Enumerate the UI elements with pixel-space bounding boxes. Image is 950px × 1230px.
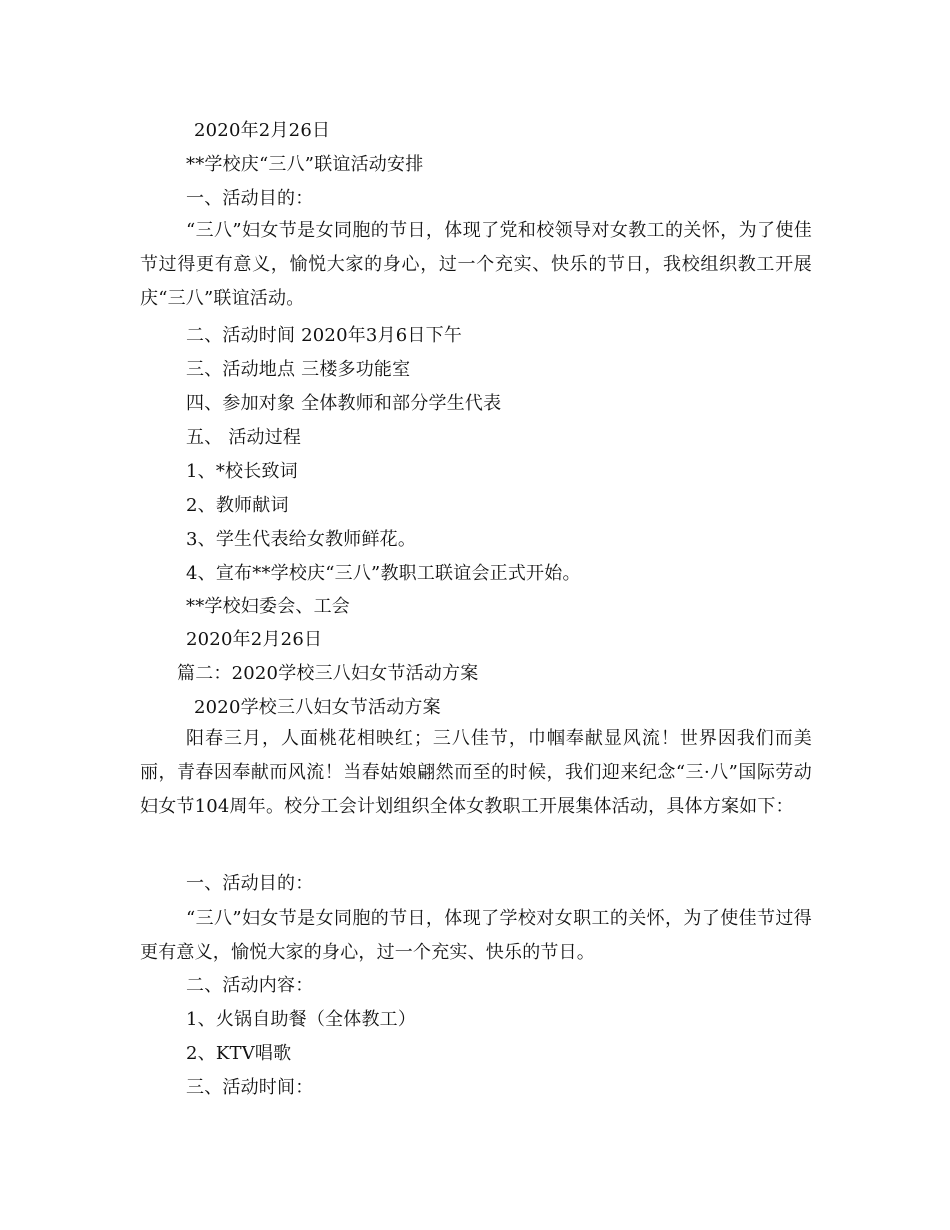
section1-paragraph: “三八”妇女节是女同胞的节日，体现了党和校领导对女教工的关怀，为了使佳节过得更有意义，愉悦大家的身心，过一个充实、快乐的节日，我校组织教工开展庆“三八”联谊活动。 bbox=[140, 220, 812, 309]
section5-process: 五、 活动过程 bbox=[186, 427, 302, 448]
part2-section1-paragraph: “三八”妇女节是女同胞的节日，体现了学校对女职工的关怀，为了使佳节过得更有意义，愉悦大家的身心，过一个充实、快乐的节日。 bbox=[140, 908, 812, 963]
signature-date: 2020年2月26日 bbox=[186, 629, 323, 650]
main-title: **学校庆“三八”联谊活动安排 bbox=[186, 154, 424, 175]
process-step-1: 1、*校长致词 bbox=[186, 461, 298, 482]
part2-section2-heading: 二、活动内容： bbox=[186, 975, 314, 996]
part2-title: 2020学校三八妇女节活动方案 bbox=[194, 697, 441, 718]
process-step-3: 3、学生代表给女教师鲜花。 bbox=[186, 529, 417, 550]
organizer-signature: **学校妇委会、工会 bbox=[186, 596, 350, 617]
part2-label: 篇二：2020学校三八妇女节活动方案 bbox=[177, 663, 479, 684]
part2-section3-heading: 三、活动时间： bbox=[186, 1077, 314, 1098]
part2-item-1: 1、火锅自助餐（全体教工） bbox=[186, 1009, 417, 1030]
part2-section1-heading: 一、活动目的： bbox=[186, 873, 314, 894]
section4-participants: 四、参加对象 全体教师和部分学生代表 bbox=[186, 393, 502, 414]
section1-heading: 一、活动目的： bbox=[186, 188, 314, 209]
part2-intro-paragraph: 阳春三月，人面桃花相映红；三八佳节，巾帼奉献显风流！世界因我们而美丽，青春因奉献而风流！当春姑娘翩然而至的时候，我们迎来纪念“三·八”国际劳动妇女节104周年。校分工会计划组织全体女教职工开展集体活动，具体方案如下： bbox=[140, 728, 812, 817]
top-date: 2020年2月26日 bbox=[194, 120, 331, 141]
process-step-2: 2、教师献词 bbox=[186, 495, 289, 516]
process-step-4: 4、宣布**学校庆“三八”教职工联谊会正式开始。 bbox=[186, 563, 581, 584]
section3-place: 三、活动地点 三楼多功能室 bbox=[186, 359, 411, 380]
part2-item-2: 2、KTV唱歌 bbox=[186, 1043, 292, 1064]
section2-time: 二、活动时间 2020年3月6日下午 bbox=[186, 325, 463, 346]
